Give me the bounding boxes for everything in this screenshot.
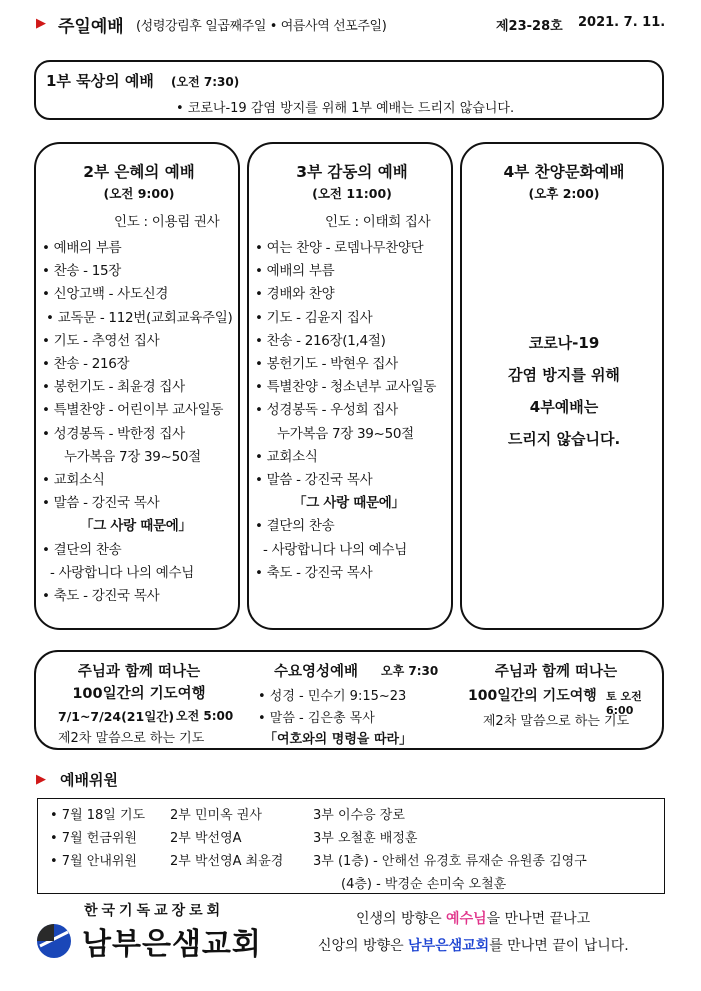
service3-order-item: 「그 사랑 때문에」 xyxy=(293,495,405,512)
issue-number: 제23-28호 xyxy=(496,19,563,34)
church-logo-icon xyxy=(36,923,72,959)
committee-cell: • 7월 헌금위원 xyxy=(50,831,137,846)
bulletin-subtitle: (성령강림후 일곱째주일 • 여름사역 선포주일) xyxy=(136,19,387,34)
service3-order-item: • 여는 찬양 - 로뎀나무찬양단 xyxy=(255,240,424,256)
committee-extra-row: (4층) - 박경순 손미숙 오철훈 xyxy=(341,877,507,892)
denomination-name: 한국기독교장로회 xyxy=(84,903,225,919)
service1-title: 1부 묵상의 예배 xyxy=(46,72,154,90)
service2-order-item: • 기도 - 추영선 집사 xyxy=(42,332,160,349)
committee-cell: • 7월 안내위원 xyxy=(50,854,137,869)
service2-order-item: • 찬송 - 216장 xyxy=(42,356,130,372)
service4-title: 4부 찬양문화예배 xyxy=(503,163,625,181)
service4-message-1: 코로나-19 xyxy=(528,334,600,352)
issue-date: 2021. 7. 11. xyxy=(578,15,666,30)
wednesday-time: 오후 7:30 xyxy=(381,664,439,678)
service2-order-item: • 신앙고백 - 사도신경 xyxy=(42,286,169,303)
wednesday-title: 수요영성예배 xyxy=(274,664,359,680)
service4-message-3: 4부예배는 xyxy=(529,398,599,416)
wednesday-item-1: • 성경 - 민수기 9:15~23 xyxy=(258,689,407,704)
service3-order-item: • 예배의 부름 xyxy=(255,263,335,280)
service3-order-item: 누가복음 7장 39~50절 xyxy=(277,425,414,442)
prayer-left-line1: 주님과 함께 떠나는 xyxy=(77,664,201,680)
service2-order-item: • 성경봉독 - 박한정 집사 xyxy=(42,425,185,442)
service1-box xyxy=(34,60,664,120)
slogan2-pre: 신앙의 방향은 xyxy=(318,938,409,954)
service4-box xyxy=(460,142,664,630)
section-arrow-icon: ▶ xyxy=(36,16,46,31)
bulletin-title: 주일예배 xyxy=(58,17,124,37)
service2-order-item: • 결단의 찬송 xyxy=(42,541,122,558)
committee-cell: 2부 박선영A 최윤경 xyxy=(170,854,284,869)
service3-order-item: • 교회소식 xyxy=(255,448,318,465)
service2-time: (오전 9:00) xyxy=(103,186,175,201)
service2-order-item: • 예배의 부름 xyxy=(42,240,122,256)
service2-order-item: 「그 사랑 때문에」 xyxy=(80,518,192,535)
service3-order-item: • 축도 - 강진국 목사 xyxy=(255,564,373,581)
prayer-right-time: 토 오전 6:00 xyxy=(606,690,642,717)
prayer-left-note: 제2차 말씀으로 하는 기도 xyxy=(58,731,205,746)
slogan2-post: 를 만나면 끝이 납니다. xyxy=(489,938,629,954)
service3-title: 3부 감동의 예배 xyxy=(296,163,408,181)
service1-note: • 코로나-19 감염 방지를 위해 1부 예배는 드리지 않습니다. xyxy=(176,101,515,116)
committee-cell: 2부 박선영A xyxy=(170,831,242,846)
slogan2-highlight: 남부은샘교회 xyxy=(408,938,490,954)
wednesday-item-2: • 말씀 - 김은총 목사 xyxy=(258,711,375,726)
service3-order-item: • 기도 - 김윤지 집사 xyxy=(255,309,373,326)
service2-title: 2부 은혜의 예배 xyxy=(83,163,195,181)
church-name: 남부은샘교회 xyxy=(82,927,262,962)
service2-order-item: • 찬송 - 15장 xyxy=(42,263,122,280)
slogan-line-1 xyxy=(356,908,590,928)
committee-cell: • 7월 18일 기도 xyxy=(50,808,146,823)
service1-time: (오전 7:30) xyxy=(171,75,240,89)
service2-order-item: • 특별찬양 - 어린이부 교사일동 xyxy=(42,402,224,419)
service2-order-item: • 말씀 - 강진국 목사 xyxy=(42,495,160,512)
slogan-line-2 xyxy=(318,935,629,955)
service3-order-item: • 말씀 - 강진국 목사 xyxy=(255,472,373,488)
prayer-left-dates: 7/1~7/24(21일간) xyxy=(58,709,175,724)
committee-cell: 3부 오철훈 배정훈 xyxy=(313,831,418,846)
committee-cell: 3부 (1층) - 안해선 유경호 류재순 유원종 김영구 xyxy=(313,854,587,869)
committee-cell: 3부 이수응 장로 xyxy=(313,808,405,823)
prayer-left-time: 오전 5:00 xyxy=(176,709,234,723)
service3-order-item: • 결단의 찬송 xyxy=(255,518,335,535)
service3-order-item: • 찬송 - 216장(1,4절) xyxy=(255,332,386,349)
service3-order-item: • 경배와 찬양 xyxy=(255,286,335,303)
committee-heading: 예배위원 xyxy=(60,771,118,789)
service2-order-item: - 사랑합니다 나의 예수님 xyxy=(50,564,194,581)
slogan1-post: 을 만나면 끝나고 xyxy=(486,911,591,927)
slogan1-pre: 인생의 방향은 xyxy=(356,911,447,927)
service3-time: (오전 11:00) xyxy=(312,186,392,201)
prayer-right-line2: 100일간의 기도여행 xyxy=(468,688,597,704)
service2-order-item: • 봉헌기도 - 최윤경 집사 xyxy=(42,379,185,396)
service3-box xyxy=(247,142,453,630)
service3-order-item: • 특별찬양 - 청소년부 교사일동 xyxy=(255,379,437,396)
service2-order-item: • 교회소식 xyxy=(42,472,105,488)
service4-message-2: 감염 방지를 위해 xyxy=(508,366,620,384)
service2-box xyxy=(34,142,240,630)
service2-order-item: 누가복음 7장 39~50절 xyxy=(64,448,201,465)
prayer-right-line1: 주님과 함께 떠나는 xyxy=(494,664,618,680)
service4-message-4: 드리지 않습니다. xyxy=(507,430,621,448)
committee-box xyxy=(37,798,665,894)
service3-order-item: • 성경봉독 - 우성희 집사 xyxy=(255,402,398,419)
service2-order-item: • 교독문 - 112번(교회교육주일) xyxy=(46,309,233,326)
wednesday-sermon: 「여호와의 명령을 따라」 xyxy=(264,732,413,747)
service2-order-item: • 축도 - 강진국 목사 xyxy=(42,588,160,604)
prayer-right-note: 제2차 말씀으로 하는 기도 xyxy=(482,714,630,729)
service3-leader: 인도 : 이태희 집사 xyxy=(325,214,431,230)
service4-time: (오후 2:00) xyxy=(528,186,600,201)
service3-order-item: • 봉헌기도 - 박현우 집사 xyxy=(255,356,398,372)
slogan1-highlight: 예수님 xyxy=(446,911,487,927)
service2-leader: 인도 : 이용림 권사 xyxy=(114,214,220,230)
service3-order-item: - 사랑합니다 나의 예수님 xyxy=(263,541,407,558)
prayer-left-line2: 100일간의 기도여행 xyxy=(72,686,206,702)
committee-cell: 2부 민미옥 권사 xyxy=(170,808,262,823)
committee-arrow-icon: ▶ xyxy=(36,772,46,787)
weekly-events-box xyxy=(34,650,664,750)
